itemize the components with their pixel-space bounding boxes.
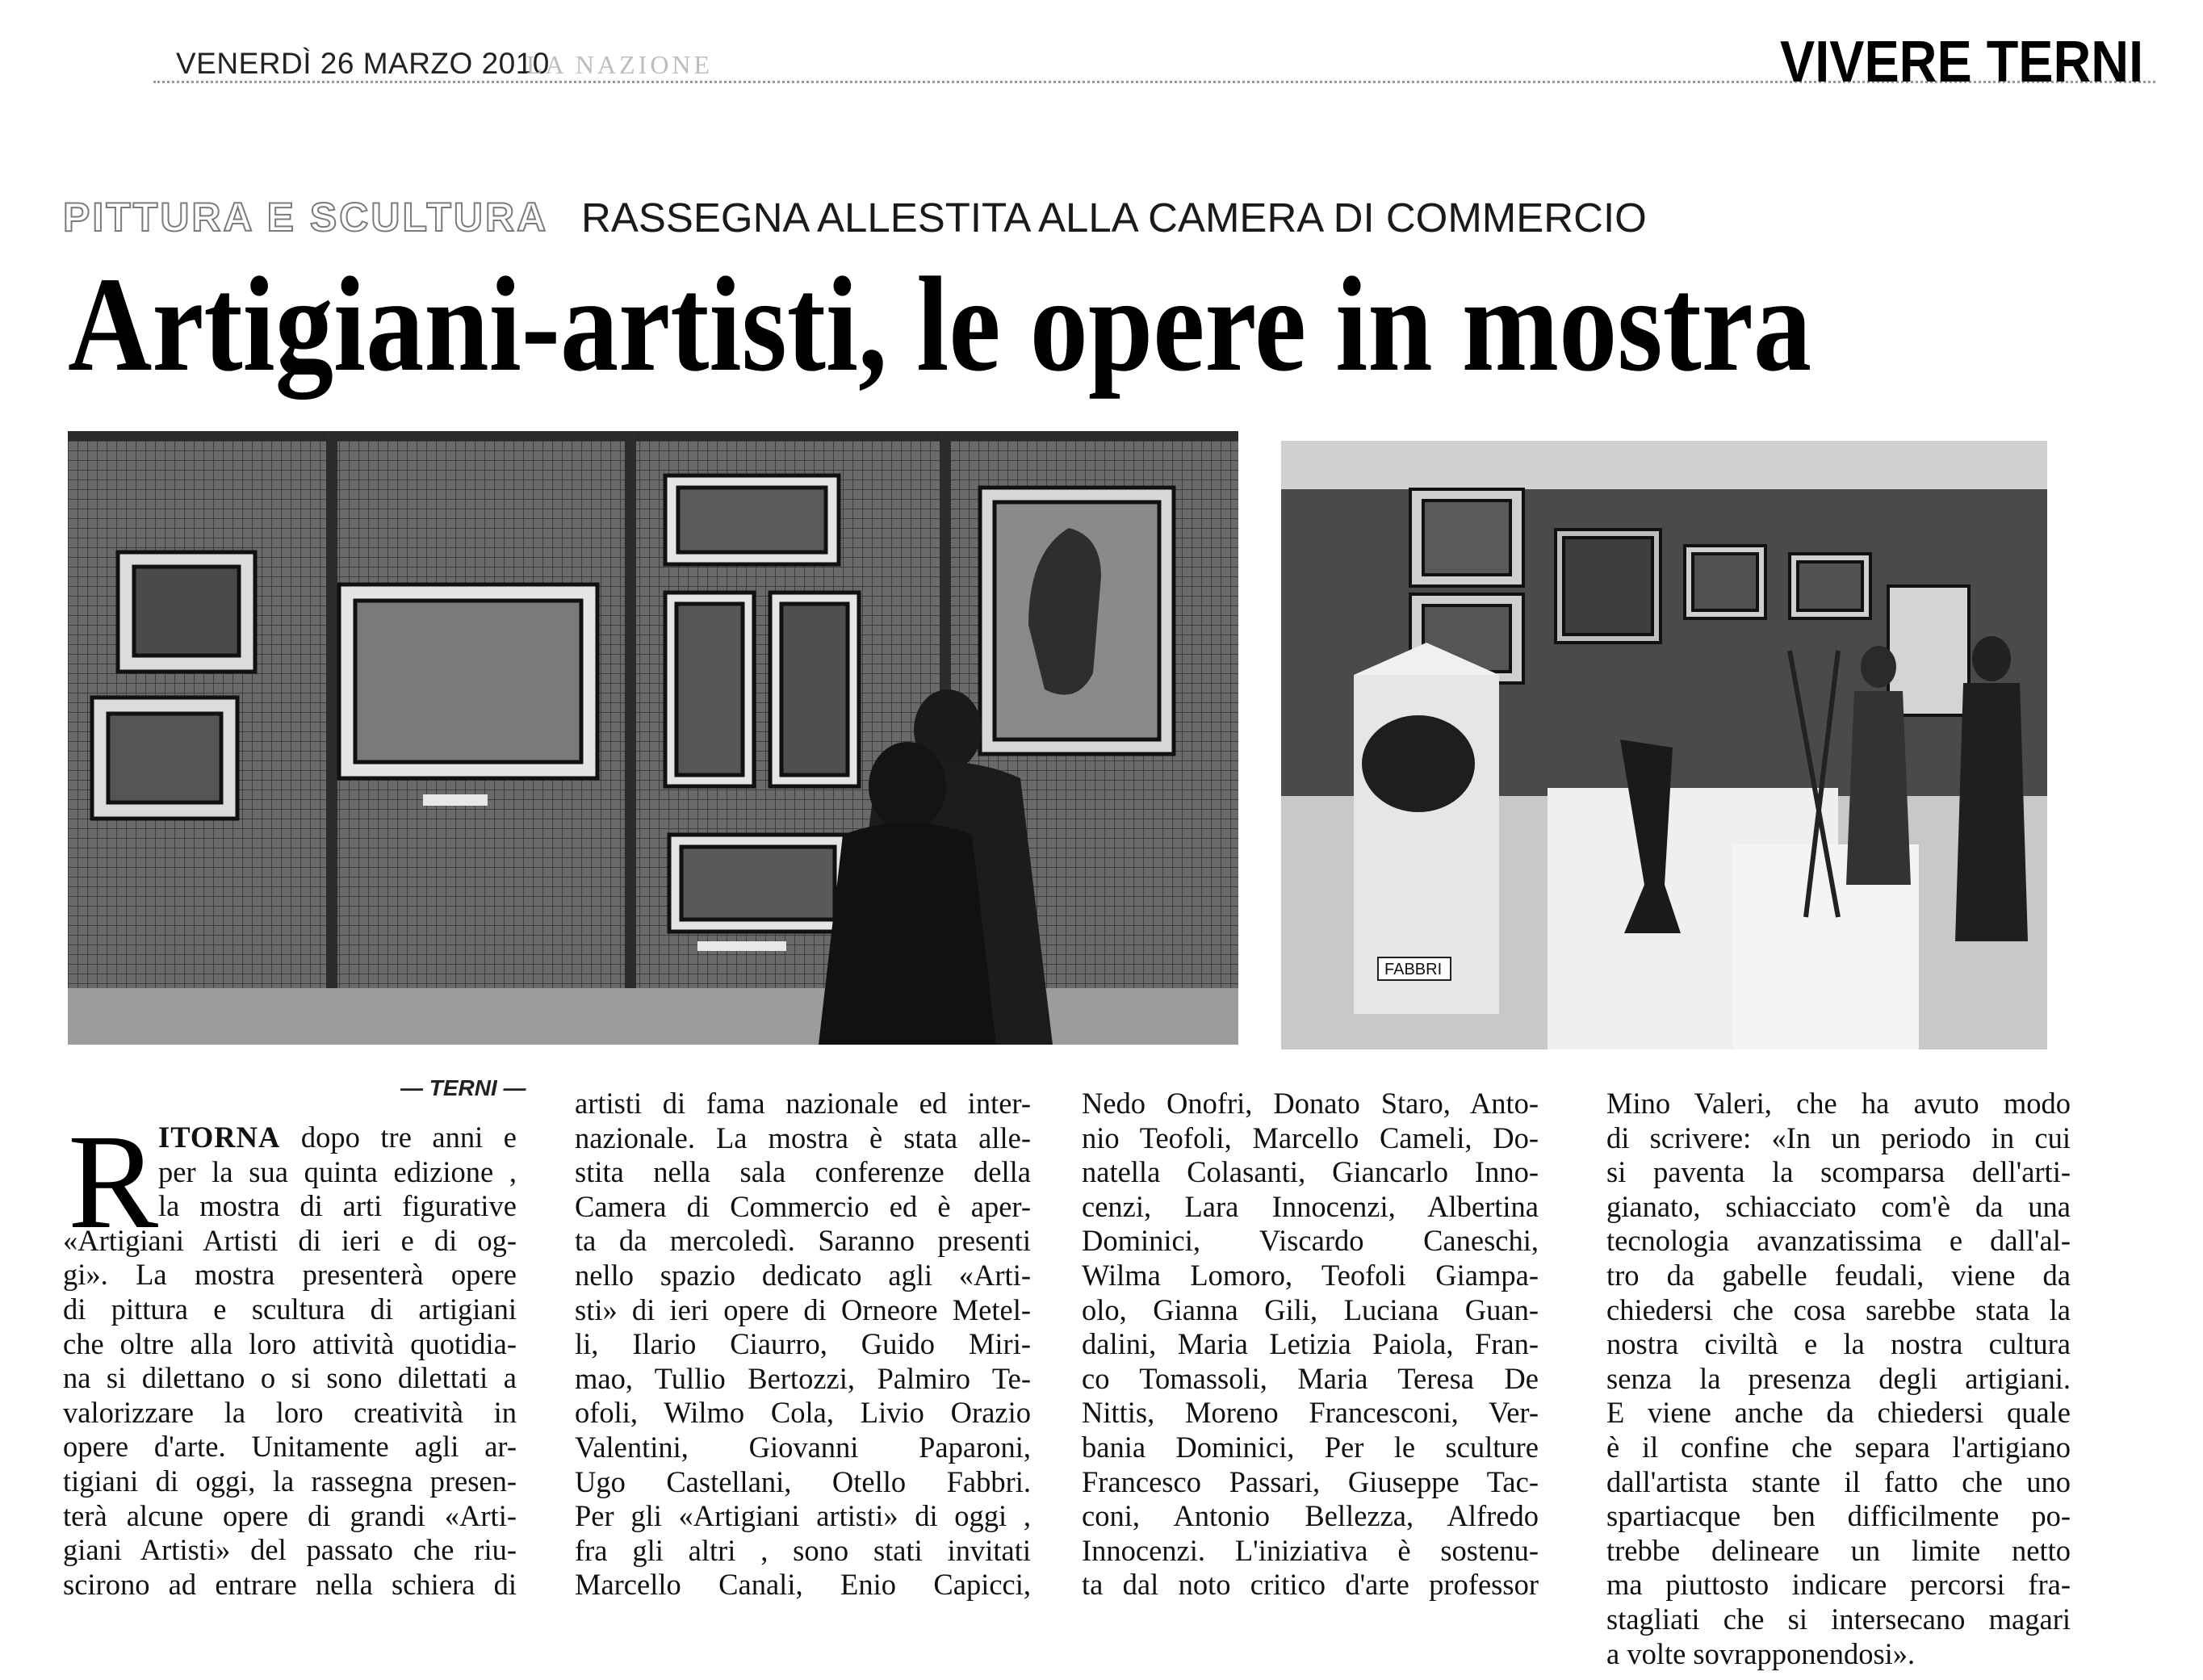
article-line: co Tomassoli, Maria Teresa De: [1082, 1361, 1539, 1395]
dateline: — TERNI —: [400, 1075, 526, 1100]
article-line: stita nella sala conferenze della: [575, 1155, 1031, 1189]
article-line: è il confine che separa l'artigiano: [1606, 1430, 2071, 1464]
article-line: tigiani di oggi, la rassegna presen-: [63, 1464, 517, 1498]
article-line: nello spazio dedicato agli «Arti-: [575, 1258, 1031, 1292]
article-line: ma piuttosto indicare percorsi fra-: [1606, 1568, 2071, 1602]
article-line: ofoli, Wilmo Cola, Livio Orazio: [575, 1396, 1031, 1430]
article-line: gianato, schiacciato com'è da una: [1606, 1189, 2071, 1223]
article-line: na si dilettano o si sono dilettati a: [63, 1361, 517, 1395]
article-line: Valentini, Giovanni Paparoni,: [575, 1430, 1031, 1464]
article-line: Wilma Lomoro, Teofoli Giampa-: [1082, 1258, 1539, 1292]
article-line: nazionale. La mostra è stata alle-: [575, 1121, 1031, 1154]
article-line: tro da gabelle feudali, viene da: [1606, 1258, 2071, 1292]
article-line: valorizzare la loro creatività in: [63, 1395, 517, 1429]
article-line: ta da mercoledì. Saranno presenti: [575, 1224, 1031, 1258]
article-line: di pittura e scultura di artigiani: [63, 1292, 517, 1326]
article-line: gi». La mostra presenterà opere: [63, 1258, 517, 1292]
issue-date: VENERDÌ 26 MARZO 2010: [176, 47, 550, 80]
easel-label: FABBRI: [1384, 961, 1443, 978]
article-line: dalini, Maria Letizia Paiola, Fran-: [1082, 1327, 1539, 1361]
article-line: ITORNA dopo tre anni e: [158, 1121, 517, 1154]
article-line: Francesco Passari, Giuseppe Tac-: [1082, 1464, 1539, 1498]
article-line: stagliati che si intersecano magari: [1606, 1602, 2071, 1636]
article-line: terà alcune opere di grandi «Arti-: [63, 1498, 517, 1532]
article-line: di scrivere: «In un periodo in cui: [1606, 1121, 2071, 1154]
lead-word: ITORNA: [158, 1121, 281, 1154]
article-line: E viene anche da chiedersi quale: [1606, 1396, 2071, 1430]
article-line: ta dal noto critico d'arte professor: [1082, 1568, 1539, 1602]
article-line: Dominici, Viscardo Caneschi,: [1082, 1224, 1539, 1258]
drop-cap: R: [68, 1107, 159, 1257]
article-line: mao, Tullio Bertozzi, Palmiro Te-: [575, 1361, 1031, 1395]
article-line: Per gli «Artigiani artisti» di oggi ,: [575, 1499, 1031, 1533]
article-line: trebbe delineare un limite netto: [1606, 1533, 2071, 1567]
photo-exhibition-room: [1281, 441, 2047, 1049]
article-line: «Artigiani Artisti di ieri e di og-: [63, 1223, 517, 1257]
article-line: a volte sovrapponendosi».: [1606, 1636, 1916, 1670]
article-line: sti» di ieri opere di Orneore Metel-: [575, 1292, 1031, 1326]
article-line: si paventa la scomparsa dell'arti-: [1606, 1155, 2071, 1189]
article-line: spartiacque ben difficilmente po-: [1606, 1499, 2071, 1533]
article-line: cenzi, Lara Innocenzi, Albertina: [1082, 1189, 1539, 1223]
article-column-4: [1606, 1087, 2071, 1671]
article-line: Innocenzi. L'iniziativa è sostenu-: [1082, 1533, 1539, 1567]
section-title: VIVERE TERNI: [1780, 30, 2144, 94]
article-line: chiedersi che cosa sarebbe stata la: [1606, 1292, 2071, 1326]
article-line: artisti di fama nazionale ed inter-: [575, 1087, 1031, 1120]
article-line: giani Artisti» del passato che riu-: [63, 1533, 517, 1567]
article-line: tecnologia avanzatissima e dall'al-: [1606, 1224, 2071, 1258]
photo-gallery-wall: [68, 431, 1238, 1045]
article-column-2: [575, 1087, 1031, 1602]
article-line: nostra civiltà e la nostra cultura: [1606, 1327, 2071, 1361]
headline: Artigiani-artisti, le opere in mostra: [68, 249, 1812, 400]
article-line: Camera di Commercio ed è aper-: [575, 1189, 1031, 1223]
article-column-1: [63, 1107, 517, 1602]
kicker-text: RASSEGNA ALLESTITA ALLA CAMERA DI COMMERCIO: [581, 195, 1647, 241]
article-line: olo, Gianna Gili, Luciana Guan-: [1082, 1292, 1539, 1326]
article-line: li, Ilario Ciaurro, Guido Miri-: [575, 1327, 1031, 1361]
article-line: la mostra di arti figurative: [158, 1189, 517, 1223]
article-line: senza la presenza degli artigiani.: [1606, 1361, 2071, 1395]
kicker-label: PITTURA E SCULTURA: [63, 195, 549, 240]
article-line: fra gli altri , sono stati invitati: [575, 1533, 1031, 1567]
article-line: opere d'arte. Unitamente agli ar-: [63, 1430, 517, 1464]
article-line: Nittis, Moreno Francesconi, Ver-: [1082, 1396, 1539, 1430]
article-line: Nedo Onofri, Donato Staro, Anto-: [1082, 1087, 1539, 1120]
article-line: Ugo Castellani, Otello Fabbri.: [575, 1464, 1031, 1498]
article-line: per la sua quinta edizione ,: [158, 1154, 517, 1188]
newspaper-logo: LA NAZIONE: [526, 50, 714, 79]
article-line: dall'artista stante il fatto che uno: [1606, 1464, 2071, 1498]
article-line: natella Colasanti, Giancarlo Inno-: [1082, 1155, 1539, 1189]
article-line: bania Dominici, Per le sculture: [1082, 1430, 1539, 1464]
article-line: nio Teofoli, Marcello Cameli, Do-: [1082, 1121, 1539, 1154]
article-line: Mino Valeri, che ha avuto modo: [1606, 1087, 2071, 1120]
article-line: Marcello Canali, Enio Capicci,: [575, 1568, 1031, 1602]
article-column-3: [1082, 1087, 1539, 1602]
article-line: che oltre alla loro attività quotidia-: [63, 1326, 517, 1360]
article-line: scirono ad entrare nella schiera di: [63, 1567, 517, 1601]
article-line: coni, Antonio Bellezza, Alfredo: [1082, 1499, 1539, 1533]
